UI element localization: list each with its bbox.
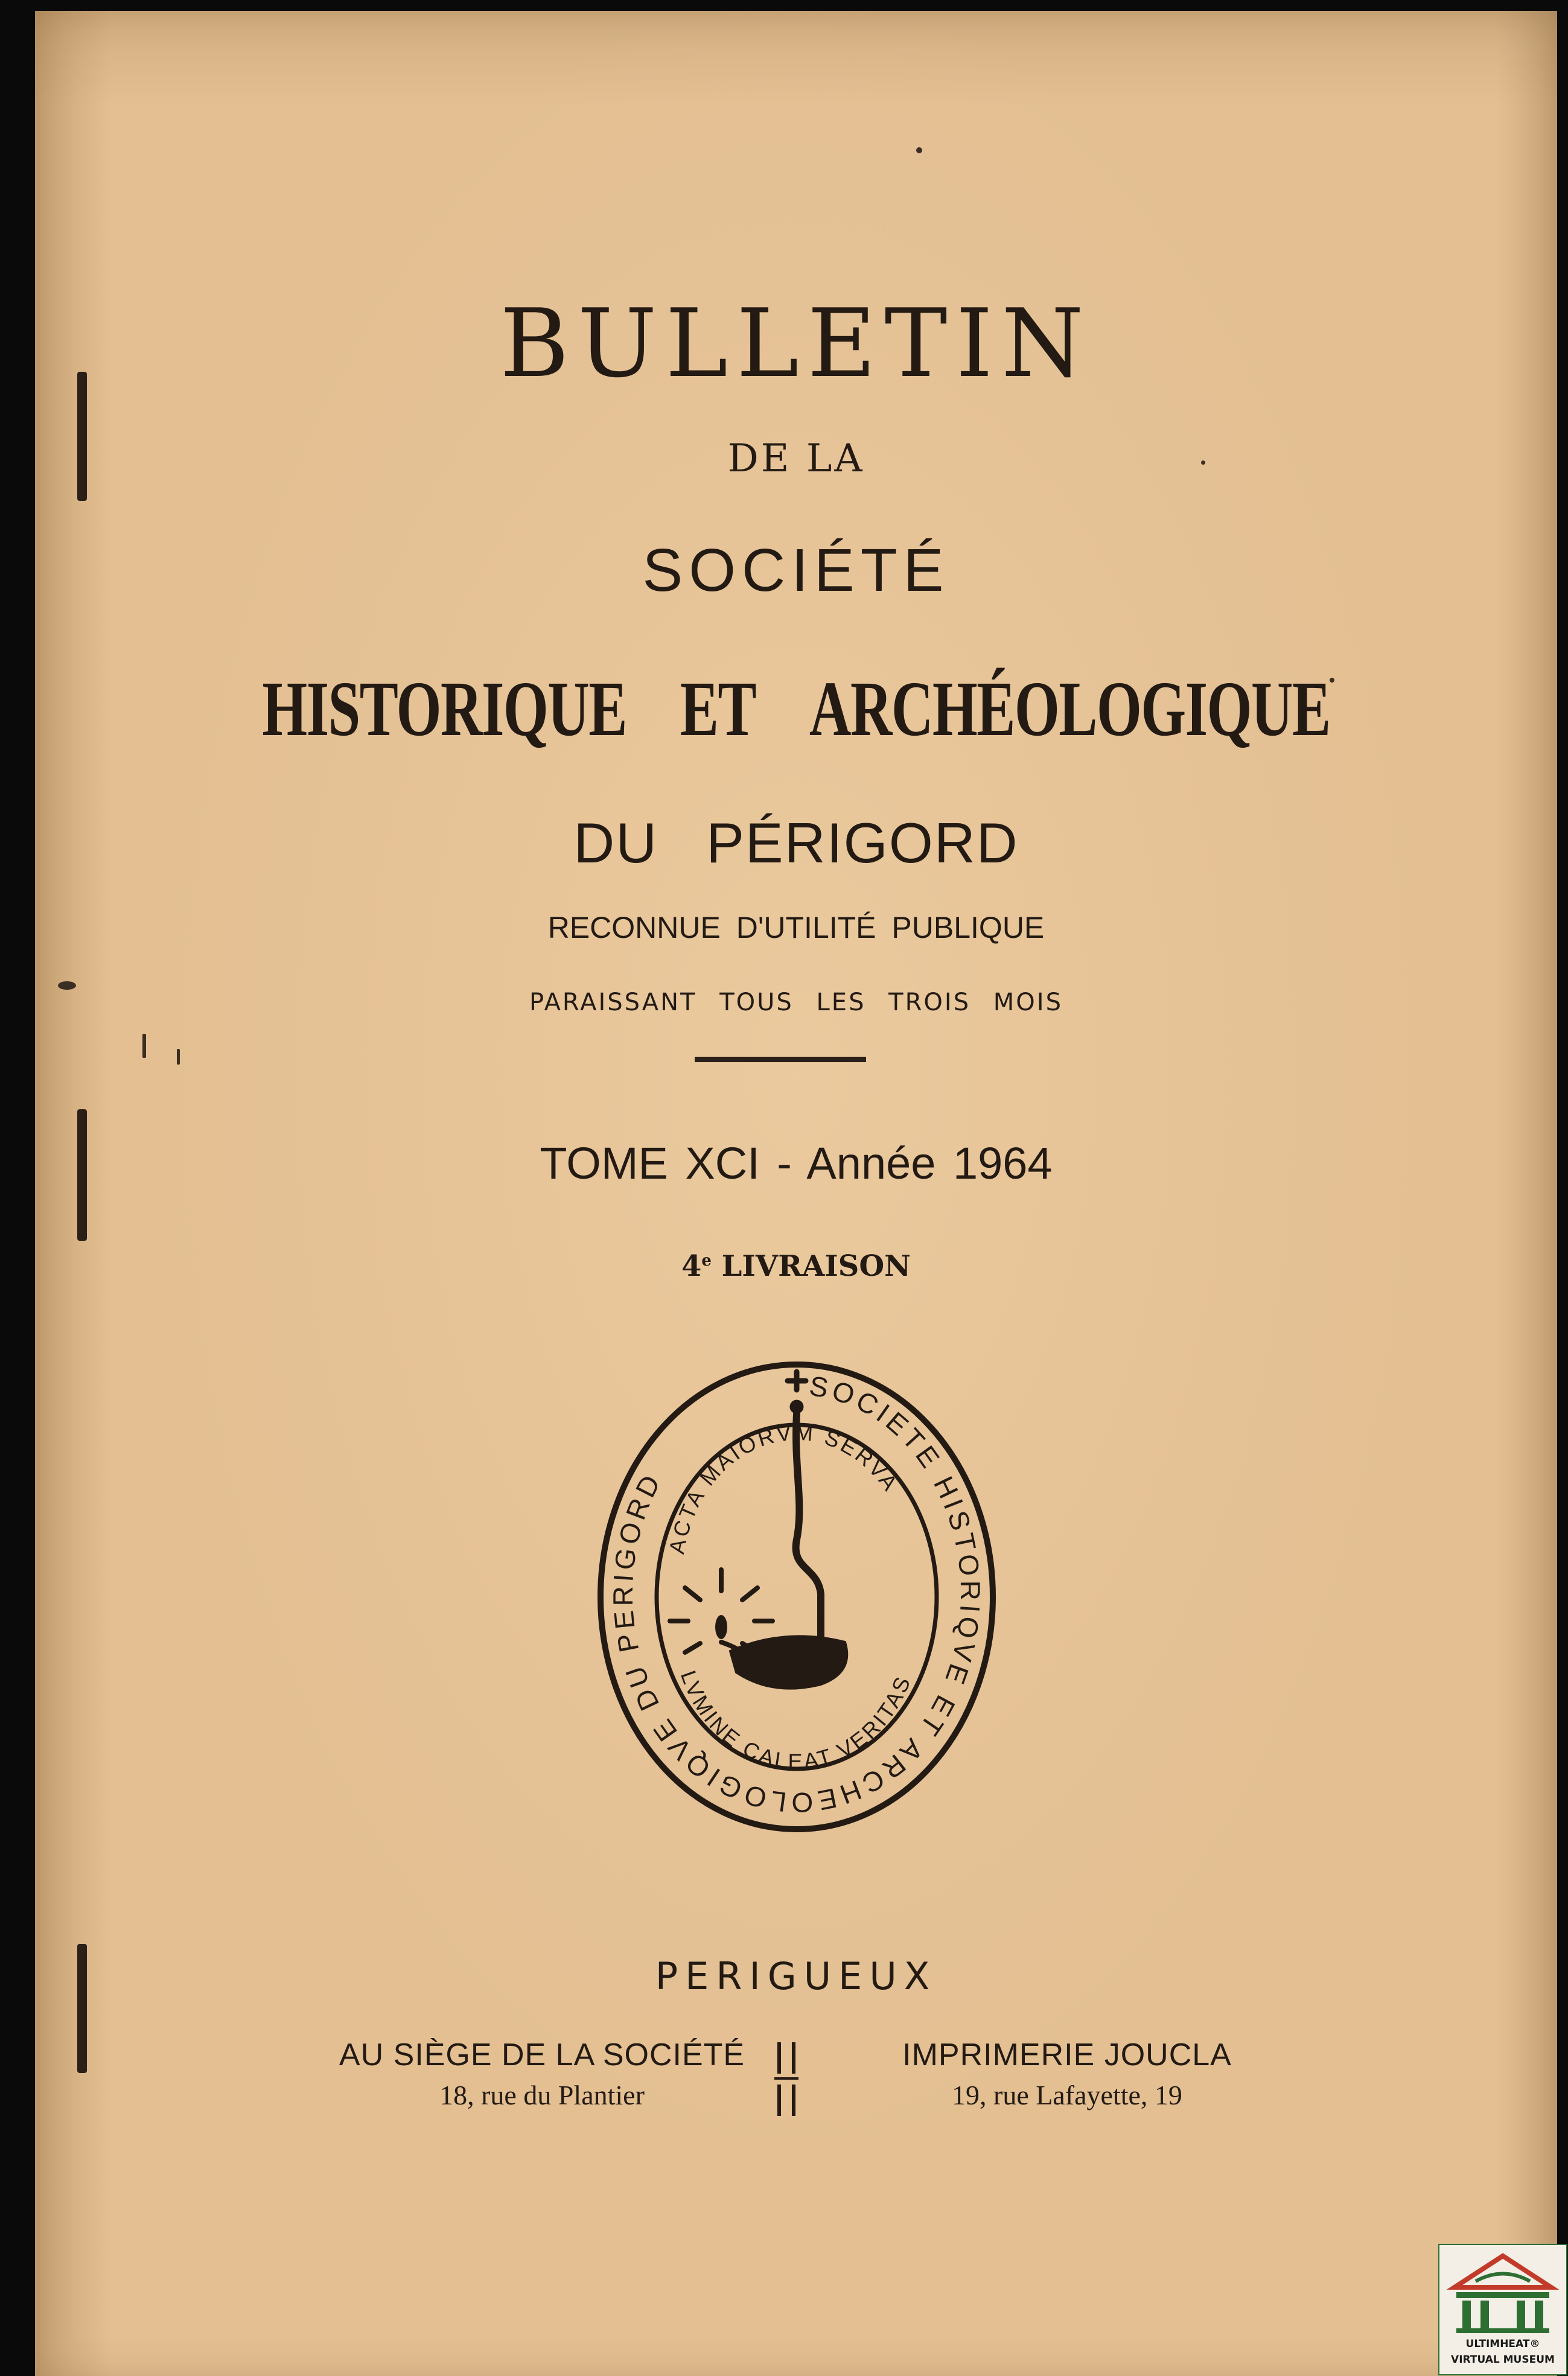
cover-title: BULLETIN	[500, 288, 1092, 398]
livraison-ordinal: e	[701, 1252, 712, 1270]
cover-reconnue: RECONNUE D'UTILITÉ PUBLIQUE	[547, 911, 1045, 944]
cover-tome: TOME XCI - Année 1964	[540, 1138, 1053, 1188]
word-et: ET	[680, 666, 756, 753]
logo-brand-line2: VIRTUAL MUSEUM	[1451, 2354, 1555, 2366]
ultimheat-museum-logo	[1438, 2244, 1567, 2375]
livraison-word: LIVRAISON	[721, 1249, 911, 1283]
bulletin-cover	[35, 11, 1557, 2376]
word-archeologique: ARCHÉOLOGIQUE	[809, 666, 1330, 753]
divider-rule	[695, 1057, 866, 1062]
imprint-society-address	[325, 2037, 759, 2111]
imprint-printer-address	[850, 2037, 1284, 2111]
cover-subtitle-de-la: DE LA	[727, 436, 865, 481]
seal-motto-bottom: LVMINE CALEAT VERITAS	[675, 1667, 916, 1774]
cover-perigord-line	[35, 811, 1557, 876]
paper-spot	[177, 1049, 180, 1065]
oil-lamp-icon	[670, 1372, 847, 1689]
seal-motto-top: ACTA MAIORVM SERVA	[664, 1419, 904, 1556]
word-du: DU	[573, 811, 658, 874]
word-historique: HISTORIQUE	[262, 666, 626, 753]
seal-outer-text: SOCIETE HISTORIQVE ET ARCHEOLOGIQVE DU PERIGORD	[607, 1369, 987, 1819]
word-perigord: PÉRIGORD	[706, 811, 1019, 874]
cover-livraison	[35, 1249, 1557, 1283]
cover-historique-line	[233, 664, 1359, 754]
cover-societe: SOCIÉTÉ	[642, 537, 950, 604]
logo-brand-line1: ULTIMHEAT®	[1465, 2338, 1540, 2350]
imprint-society-name: AU SIÈGE DE LA SOCIÉTÉ	[339, 2037, 745, 2072]
cover-paraissant: PARAISSANT TOUS LES TROIS MOIS	[529, 989, 1063, 1016]
imprint-divider	[768, 2040, 805, 2118]
imprint-city: PERIGUEUX	[655, 1954, 937, 1998]
imprint-printer-name: IMPRIMERIE JOUCLA	[902, 2037, 1232, 2072]
livraison-number: 4	[681, 1249, 702, 1283]
museum-building-icon	[1439, 2245, 1566, 2336]
seal-graphic	[591, 1358, 1002, 1835]
imprint-printer-street: 19, rue Lafayette, 19	[952, 2080, 1182, 2110]
paper-spot	[142, 1034, 146, 1058]
society-seal	[591, 1358, 1002, 1835]
paper-spot	[916, 147, 922, 153]
imprint-society-street: 18, rue du Plantier	[439, 2080, 645, 2110]
